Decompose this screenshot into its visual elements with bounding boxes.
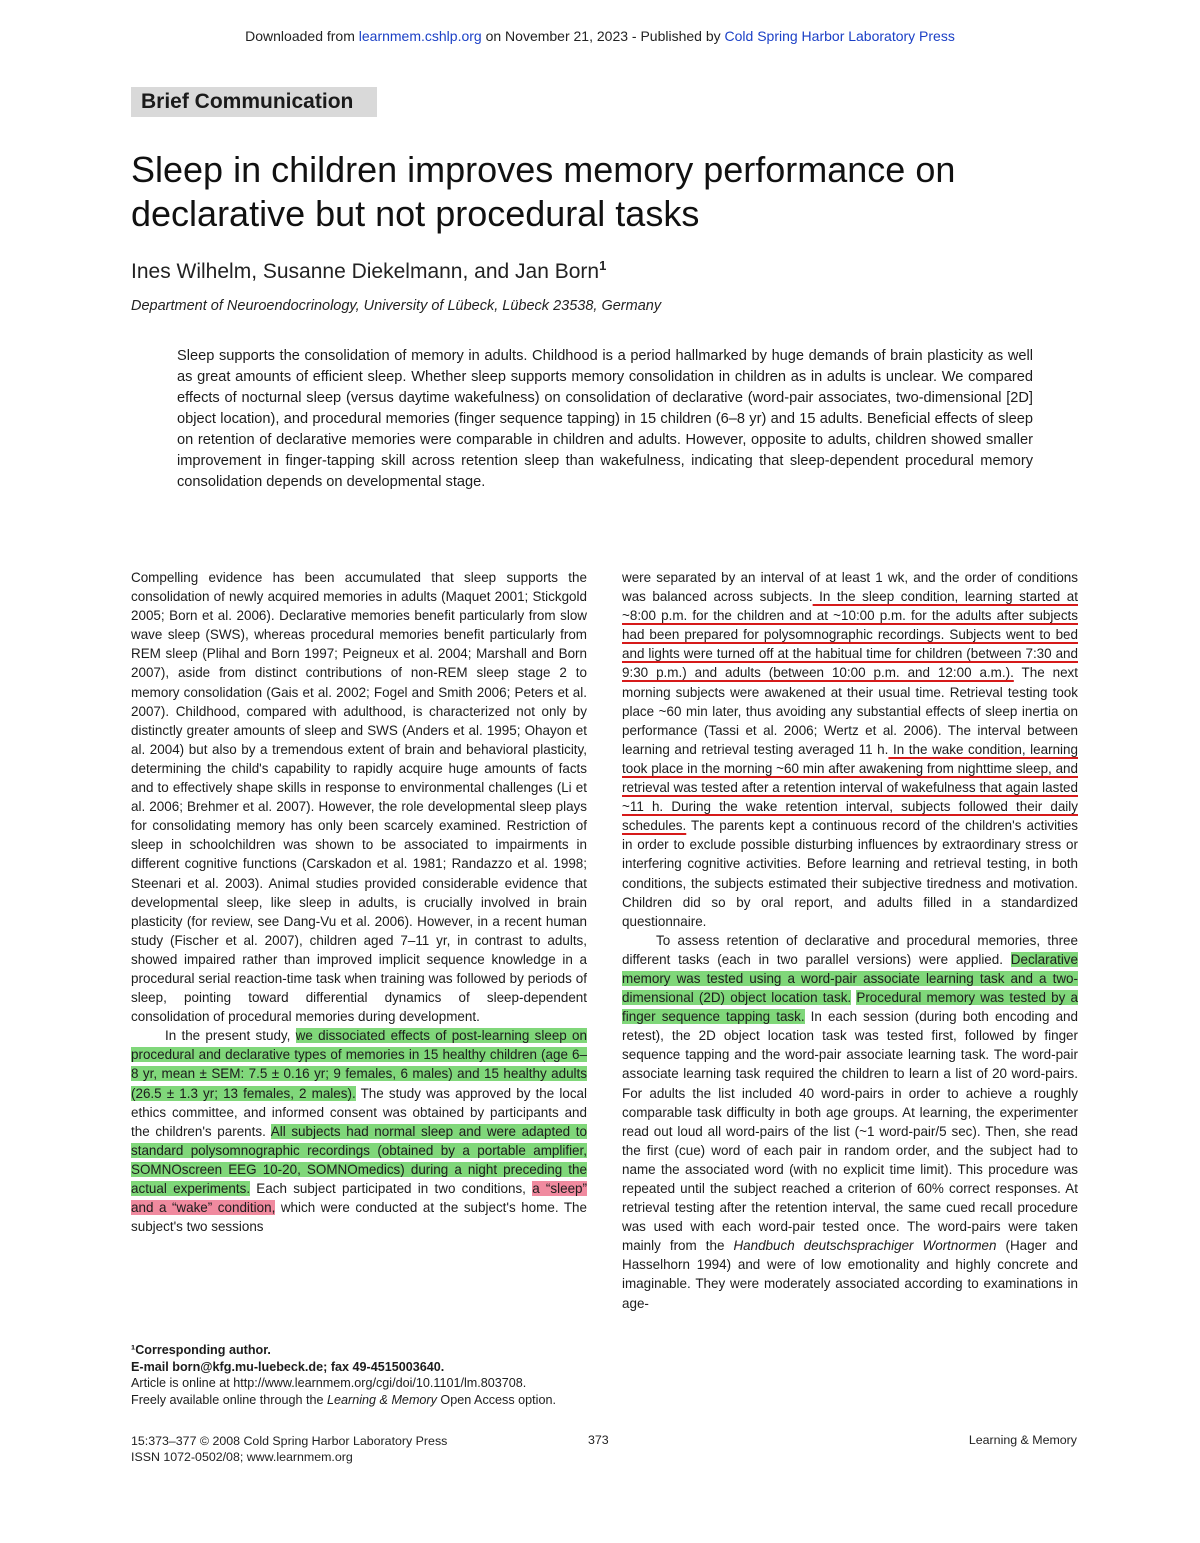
affiliation: Department of Neuroendocrinology, University of Lübeck, Lübeck 23538, Germany <box>131 298 662 314</box>
article-url: Article is online at http://www.learnmem.org/cgi/doi/10.1101/lm.803708. <box>131 1376 527 1391</box>
right-column <box>622 568 1078 1313</box>
author-footnote-marker: 1 <box>599 258 607 273</box>
download-mid: on November 21, 2023 - Published by <box>481 28 725 44</box>
page-number: 373 <box>588 1433 609 1447</box>
text-run: which were conducted at the subject's home. The subject's two sessions <box>131 1200 587 1235</box>
author-email: E-mail born@kfg.mu-luebeck.de; fax 49-4515003640. <box>131 1359 445 1374</box>
red-underline: In the sleep condition, learning started at ~8:00 p.m. for the children and at ~10:00 p.m. for the adults after subjects had been prepared for polysomnographic recordings. Subjects went to bed and lights were turned off at the habitual time for children (between 7:30 and 9:30 p.m.) and adults (between 10:00 p.m. and 12:00 a.m.). <box>622 589 1078 681</box>
paragraph-study <box>131 1026 587 1236</box>
text-run: Each subject participated in two conditions, <box>250 1181 533 1196</box>
text-run: To assess retention of declarative and procedural memories, three different tasks (each in two parallel versions) were applied. <box>622 932 1078 967</box>
open-access-note <box>131 1392 587 1409</box>
corresponding-author: ¹Corresponding author. <box>131 1343 271 1357</box>
book-title: Handbuch deutschsprachiger Wortnormen <box>733 1238 997 1254</box>
publisher-link[interactable]: Cold Spring Harbor Laboratory Press <box>724 28 955 44</box>
copyright-line: 15:373–377 © 2008 Cold Spring Harbor Laboratory Press <box>131 1434 448 1448</box>
issn-line: ISSN 1072-0502/08; www.learnmem.org <box>131 1450 353 1464</box>
abstract: Sleep supports the consolidation of memory in adults. Childhood is a period hallmarked by huge demands of brain plasticity as well as great amounts of efficient sleep. Whether sleep supports memory consolidation in children as in adults is unclear. We compared effects of nocturnal sleep (versus daytime wakefulness) on consolidation of declarative (word-pair associates, two-dimensional [2D] object location), and procedural memories (finger sequence tapping) in 15 children (6–8 yr) and 15 adults. Beneficial effects of sleep on retention of declarative memories were comparable in children and adults. However, opposite to adults, children showed smaller improvement in finger-tapping skill across retention sleep than wakefulness, indicating that sleep-dependent procedural memory consolidation depends on developmental stage. <box>177 348 1033 490</box>
copyright-footer <box>131 1433 447 1465</box>
download-prefix: Downloaded from <box>245 28 359 44</box>
paragraph-intro: Compelling evidence has been accumulated that sleep supports the consolidation of newly acquired memories in adults (Maquet 2001; Stickgold 2005; Born et al. 2006). Declarative memories benefit particularly from slow wave sleep (SWS), whereas procedural memories benefit particularly from REM sleep (Plihal and Born 1997; Peigneux et al. 2004; Marshall and Born 2007), aside from distinct contributions of non-REM sleep stage 2 to memory consolidation (Gais et al. 2002; Fogel and Smith 2006; Peters et al. 2007). Childhood, compared with adulthood, is characterized not only by distinctly greater amounts of sleep and SWS (Anders et al. 1995; Ohayon et al. 2004) but also by a tremendous extent of brain and behavioral plasticity, determining the child's capability to rapidly acquire huge amounts of facts and to effectively shape skills in response to environmental challenges (Li et al. 2006; Brehmer et al. 2007). However, the role developmental sleep plays for consolidating memory has only been scarcely examined. Restriction of sleep in schoolchildren was shown to be associated to impairments in different cognitive functions (Carskadon et al. 1981; Randazzo et al. 1998; Steenari et al. 2003). Animal studies provided considerable evidence that developmental sleep, like sleep in adults, is crucially involved in brain plasticity (for review, see Dang-Vu et al. 2006). However, in a recent human study (Fischer et al. 2007), children aged 7–11 yr, in contrast to adults, showed impaired rather than improved implicit sequence knowledge in a procedural serial reaction-time task when training was followed by periods of sleep, pointing toward differential dynamics of sleep-dependent consolidation of procedural memories during development. <box>131 570 587 1025</box>
site-link[interactable]: learnmem.cshlp.org <box>358 28 482 44</box>
text-run: were separated by an interval of at least 1 wk, and the order of conditions was balanced across subjects. <box>622 570 1078 605</box>
green-highlight: Declarative memory was tested using a word-pair associate learning task and a two-dimensional (2D) object location task. <box>622 951 1078 1006</box>
paragraph-conditions <box>622 568 1078 931</box>
green-highlight: All subjects had normal sleep and were adapted to standard polysomnographic recordings (obtained by a portable amplifier, SOMNOscreen EEG 10-20, SOMNOmedics) during a night preceding the actual experiments. <box>131 1123 587 1196</box>
journal-footer: Learning & Memory <box>968 1433 1077 1447</box>
footnote <box>131 1342 587 1408</box>
pink-highlight: a “sleep” and a “wake” condition, <box>131 1181 587 1216</box>
authors-text: Ines Wilhelm, Susanne Diekelmann, and Jan Born <box>131 260 600 283</box>
section-badge: Brief Communication <box>131 87 377 117</box>
text-run: The next morning subjects were awakened at their usual time. Retrieval testing took place ~60 min later, thus avoiding any substantial effects of sleep inertia on performance (Tassi et al. 2006; Wertz et al. 2006). The interval between learning and retrieval testing averaged 11 h. <box>622 665 1078 757</box>
text-run: In each session (during both encoding and retest), the 2D object location task was tested first, followed by finger sequence tapping and the word-pair associate learning task. The word-pair associate learning task required the children to learn a list of 20 word-pairs. For adults the list included 40 word-pairs in order to achieve a roughly comparable task difficulty in both age groups. At learning, the experimenter read out loud all word-pairs of the list (~1 word-pair/5 sec). Then, she read the first (cue) word of each pair in random order, and the subject had to name the associated word (with no explicit time limit). This procedure was repeated until the subject reached a criterion of 60% correct responses. At retrieval testing after the retention interval, the same cued recall procedure was used with each word-pair tested once. The word-pairs were taken mainly from the <box>622 1009 1078 1254</box>
text-run: Open Access option. <box>436 1392 556 1407</box>
red-underline: In the wake condition, learning took place in the morning ~60 min after awakening from nighttime sleep, and retrieval was tested after a retention interval of wakefulness that again lasted ~11 h. During the wake retention interval, subjects followed their daily schedules. <box>622 741 1078 834</box>
left-column <box>131 568 587 1236</box>
green-highlight: we dissociated effects of post-learning sleep on procedural and declarative types of memories in 15 healthy children (age 6–8 yr, mean ± SEM: 7.5 ± 0.16 yr; 9 females, 6 males) and 15 healthy adults (26.5 ± 1.3 yr; 13 females, 2 males). <box>131 1028 587 1101</box>
text-run: The study was approved by the local ethics committee, and informed consent was obtained by participants and the children's parents. <box>131 1085 587 1139</box>
text-run: In the present study, <box>165 1028 296 1044</box>
text-run: (Hager and Hasselhorn 1994) and were of low emotionality and highly concrete and imaginable. They were moderately associated according to examinations in age- <box>622 1238 1078 1311</box>
text-run: Freely available online through the <box>131 1392 328 1407</box>
text-run: The parents kept a continuous record of the children's activities in order to exclude possible disturbing influences by extraordinary stress or interfering cognitive activities. Before learning and retrieval testing, in both conditions, the subjects estimated their subjective tiredness and motivation. Children did so by oral report, and adults filled in a standardized questionnaire. <box>622 818 1078 929</box>
download-notice <box>0 28 1200 44</box>
article-title: Sleep in children improves memory performance on declarative but not procedural tasks <box>131 149 956 234</box>
paragraph-tasks <box>622 931 1078 1313</box>
green-highlight: Procedural memory was tested by a finger sequence tapping task. <box>622 990 1078 1025</box>
journal-name: Learning & Memory <box>327 1392 437 1407</box>
author-list <box>131 258 606 284</box>
